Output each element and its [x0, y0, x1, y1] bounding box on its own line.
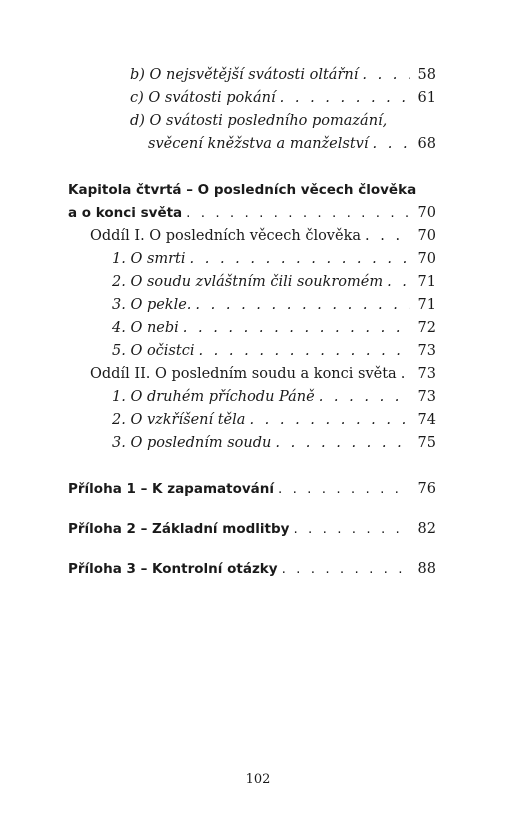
toc-entry-page: 88 [417, 561, 436, 577]
toc-entry-title-line2: a o konci světa [68, 205, 183, 221]
toc-entry-title-line1: Kapitola čtvrtá – O posledních věcech člověka [68, 182, 417, 198]
toc-entry-sub-b[interactable] [68, 64, 436, 87]
toc-entry-title-line2: svěcení kněžstva a manželství [148, 136, 369, 152]
toc-entry-page: 70 [417, 205, 436, 221]
toc-entry-page: 75 [417, 435, 436, 451]
toc-entry-title: Příloha 3 – Kontrolní otázky [68, 561, 278, 577]
dot-leader [365, 225, 410, 248]
toc-entry-sub-c[interactable] [68, 87, 436, 110]
toc-entry-page: 70 [417, 228, 436, 244]
toc-entry-page: 71 [417, 274, 436, 290]
toc-entry-item[interactable] [68, 409, 436, 432]
toc-entry-page: 73 [417, 366, 436, 382]
toc-entry-page: 71 [417, 297, 436, 313]
toc-entry-title: c) O svátosti pokání [130, 90, 276, 106]
toc-entry-section-2[interactable] [68, 363, 436, 386]
toc-entry-item[interactable] [68, 271, 436, 294]
toc-entry-title: 1. O smrti [112, 251, 186, 267]
toc-entry-item[interactable] [68, 248, 436, 271]
toc-entry-title: Příloha 1 – K zapamatování [68, 481, 275, 497]
toc-entry-appendix-2[interactable] [68, 518, 436, 541]
dot-leader [387, 271, 410, 294]
toc-entry-title: 1. O druhém příchodu Páně [112, 389, 315, 405]
dot-leader [183, 317, 410, 340]
toc-entry-item[interactable] [68, 432, 436, 455]
toc-entry-item[interactable] [68, 294, 436, 317]
toc-entry-title: Oddíl II. O posledním soudu a konci světa [90, 366, 397, 382]
dot-leader [373, 133, 410, 156]
toc-entry-section-1[interactable] [68, 225, 436, 248]
page-number: 102 [245, 772, 271, 787]
dot-leader [282, 558, 410, 581]
toc-entry-page: 73 [417, 343, 436, 359]
toc-entry-appendix-3[interactable] [68, 558, 436, 581]
toc-entry-page: 68 [417, 136, 436, 152]
toc-entry-title: 5. O očistci [112, 343, 195, 359]
toc-entry-page: 61 [417, 90, 436, 106]
table-of-contents [68, 64, 436, 581]
toc-entry-item[interactable] [68, 317, 436, 340]
toc-entry-item[interactable] [68, 386, 436, 409]
toc-entry-page: 70 [417, 251, 436, 267]
dot-leader [190, 248, 410, 271]
toc-entry-sub-d[interactable] [68, 110, 436, 156]
toc-entry-chapter-4[interactable] [68, 179, 436, 225]
toc-entry-page: 58 [417, 67, 436, 83]
dot-leader [280, 87, 410, 110]
toc-entry-title: 2. O soudu zvláštním čili soukromém [112, 274, 384, 290]
toc-entry-title: Příloha 2 – Základní modlitby [68, 521, 290, 537]
dot-leader [278, 478, 410, 501]
toc-entry-page: 82 [417, 521, 436, 537]
toc-entry-item[interactable] [68, 340, 436, 363]
dot-leader [275, 432, 410, 455]
dot-leader [186, 202, 410, 225]
dot-leader [293, 518, 410, 541]
toc-entry-page: 76 [417, 481, 436, 497]
toc-entry-title: 4. O nebi [112, 320, 179, 336]
dot-leader [198, 340, 410, 363]
dot-leader [362, 64, 410, 87]
toc-entry-page: 73 [417, 389, 436, 405]
toc-entry-appendix-1[interactable] [68, 478, 436, 501]
toc-entry-title: Oddíl I. O posledních věcech člověka [90, 228, 362, 244]
toc-entry-page: 72 [417, 320, 436, 336]
toc-entry-page: 74 [417, 412, 436, 428]
toc-entry-title: 3. O posledním soudu [112, 435, 272, 451]
dot-leader [401, 363, 410, 386]
toc-entry-title: b) O nejsvětější svátosti oltářní [130, 67, 359, 83]
toc-entry-title: 2. O vzkříšení těla [112, 412, 246, 428]
toc-entry-title-line1: d) O svátosti posledního pomazání, [130, 113, 388, 129]
dot-leader [319, 386, 410, 409]
dot-leader [195, 294, 410, 317]
toc-entry-title: 3. O pekle. [112, 297, 192, 313]
dot-leader [249, 409, 410, 432]
